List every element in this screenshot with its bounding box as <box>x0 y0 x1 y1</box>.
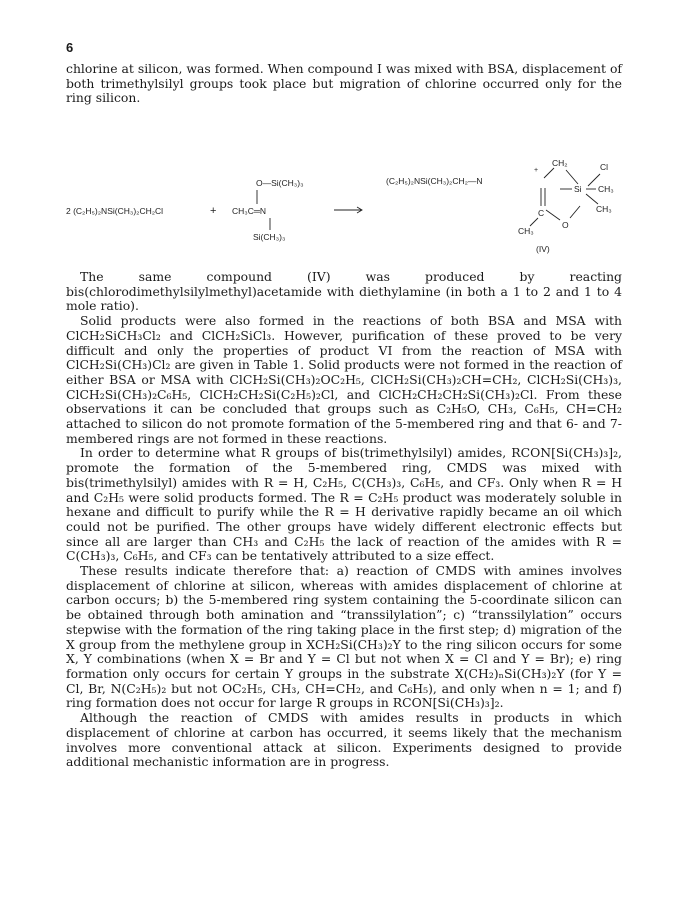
ring-si-methyl-2: CH₃ <box>596 204 612 214</box>
reactant-amine: 2 (C₂H₅)₂NSi(CH₃)₂CH₂Cl <box>66 206 164 216</box>
ring-nitrogen-charge: + <box>534 167 539 174</box>
bsa-imine-group: CH₃C═N <box>232 206 267 216</box>
ring-bonds <box>541 168 600 220</box>
ring-oxygen: O <box>562 220 569 230</box>
ring-silicon: Si <box>574 184 582 194</box>
ring-si-methyl-1: CH₃ <box>598 184 614 194</box>
ring-chlorine: Cl <box>600 162 609 172</box>
bsa-nsi-group: Si(CH₃)₃ <box>253 232 286 242</box>
bsa-osi-group: O—Si(CH₃)₃ <box>256 178 304 188</box>
ring-carbon: C <box>538 208 545 218</box>
paragraph-3: In order to determine what R groups of bis(trimethylsilyl) amides, RCON[Si(CH₃)₃]₂, promote the formation of the 5-membered ring, CMDS was mixed with bis(trimethylsilyl) amides with R = H, C₂H₅, C(CH₃)₃, C₆H₅, and CF₃. Only when R = H and C₂H₅ were solid products formed. The R = C₂H₅ product was moderately soluble in hexane and difficult to purify while the R = H derivative rapidly became an oil which could not be purified. The other groups have widely different electronic effects but since all are larger than CH₃ and C₂H₅ the lack of reaction of the amides with R = C(CH₃)₃, C₆H₅, and CF₃ can be tentatively attributed to a size effect. <box>66 445 622 564</box>
ring-c-methyl-bond <box>530 218 538 226</box>
paragraph-4: These results indicate therefore that: a) reaction of CMDS with amines involves displacement of chlorine at silicon, whereas with amides displacement of chlorine at carbon occurs; b) the 5-membered ring system containing the 5-coordinate silicon can be obtained through both amination and “transsilylation”; c) “transsilylation” occurs stepwise with the formation of the ring taking place in the first step; d) migration of the X group from the methylene group in XCH₂Si(CH₃)₂Y to the ring silicon occurs for some X, Y combinations (when X = Br and Y = Cl but not when X = Cl and Y = Br); e) ring formation only occurs for certain Y groups in the substrate X(CH₂)ₙSi(CH₃)₂Y (for Y = Cl, Br, N(C₂H₅)₂ but not OC₂H₅, CH₃, CH=CH₂, and C₆H₅), and only when n = 1; and f) ring formation does not occur for large R groups in RCON[Si(CH₃)₃]₂. <box>66 563 622 711</box>
paragraph-1: The same compound (IV) was produced by reacting bis(chlorodimethylsilylmethyl)acetamide with diethylamine (in both a 1 to 2 and 1 to 4 mole ratio). <box>66 269 622 314</box>
ring-ch2: CH₂ <box>552 158 568 168</box>
product-chain: (C₂H₅)₂NSi(CH₃)₂CH₂—N <box>386 176 483 186</box>
ring-c-methyl: CH₃ <box>518 226 534 236</box>
paragraph-5: Although the reaction of CMDS with amides results in products in which displacement of chlorine at carbon has occurred, it seems likely that the mechanism involves more conventional attack at silicon. Experiments designed to provide additional mechanistic information are in progress. <box>66 710 622 770</box>
page-number: 6 <box>66 40 74 55</box>
reaction-scheme <box>60 148 640 260</box>
plus-sign: + <box>210 205 217 217</box>
reaction-arrow <box>334 207 362 213</box>
paragraph-2: Solid products were also formed in the reactions of both BSA and MSA with ClCH₂SiCH₃Cl₂ and ClCH₂SiCl₃. However, purification of these proved to be very difficult and only the properties of product VI from the reaction of MSA with ClCH₂Si(CH₃)Cl₂ are given in Table 1. Solid products were not formed in the reaction of either BSA or MSA with ClCH₂Si(CH₃)₂OC₂H₅, ClCH₂Si(CH₃)₂CH=CH₂, ClCH₂Si(CH₃)₃, ClCH₂Si(CH₃)₂C₆H₅, ClCH₂CH₂Si(C₂H₅)₂Cl, and ClCH₂CH₂CH₂Si(CH₃)₂Cl. From these observations it can be concluded that groups such as C₂H₅O, CH₃, C₆H₅, CH=CH₂ attached to silicon do not promote formation of the 5-membered ring and that 6- and 7-membered rings are not formed in these reactions. <box>66 313 622 446</box>
ring-si-bond-lower <box>586 194 598 204</box>
main-text <box>66 270 622 770</box>
compound-label-iv: (IV) <box>536 244 550 254</box>
intro-paragraph: chlorine at silicon, was formed. When compound I was mixed with BSA, displacement of both trimethylsilyl groups took place but migration of chlorine occurred only for the ring silicon. <box>66 61 622 106</box>
